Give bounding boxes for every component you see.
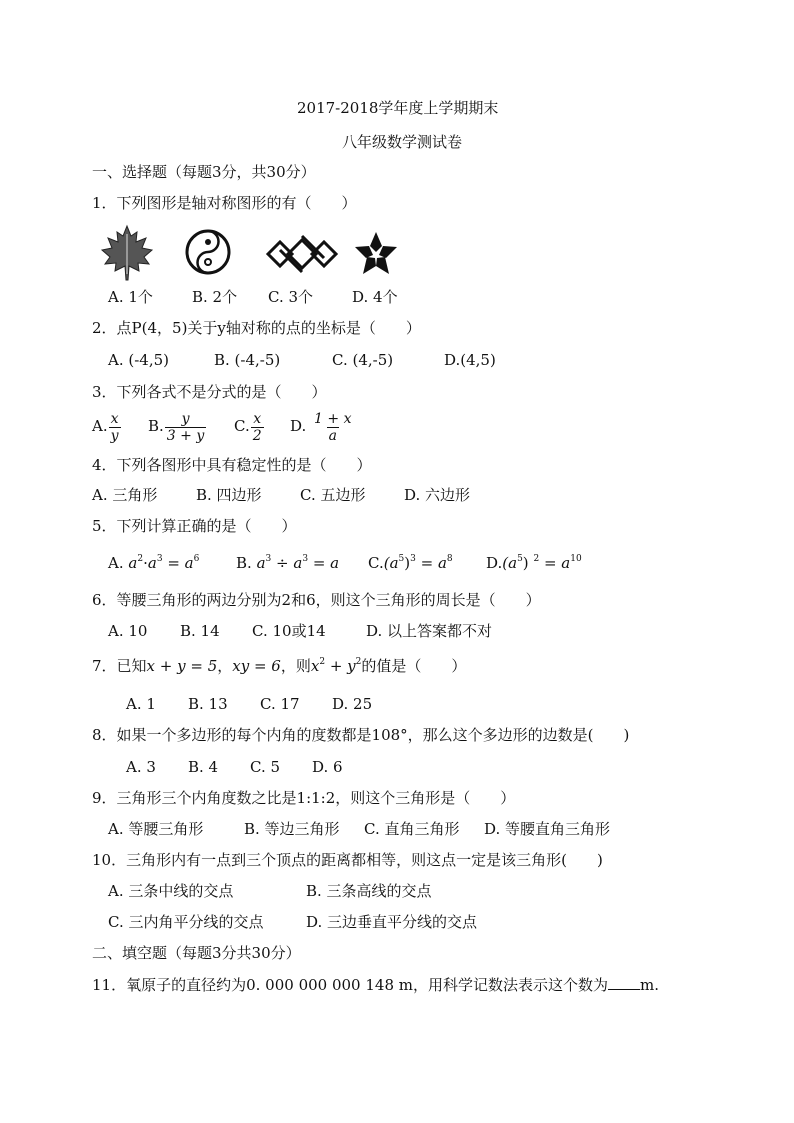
option-a[interactable]: A. (-4,5) <box>108 351 169 369</box>
option-a[interactable]: A. 三条中线的交点 <box>108 882 234 900</box>
option-b[interactable]: B. $a^3 \div a^3 = a$ <box>236 554 340 572</box>
option-b[interactable]: B. (-4,-5) <box>214 351 281 369</box>
option-d[interactable]: D. 三边垂直平分线的交点 <box>306 913 478 931</box>
option-b[interactable]: B. 三条高线的交点 <box>306 882 432 900</box>
option-c[interactable]: C. 五边形 <box>300 486 366 504</box>
option-label: C. <box>234 417 250 435</box>
question-stem: 1．下列图形是轴对称图形的有（ ） <box>92 194 357 212</box>
option-b[interactable]: B. 14 <box>180 622 220 640</box>
option-b[interactable]: B. 13 <box>188 695 228 713</box>
fraction: $\frac{y}{3 + y}$ <box>166 410 205 444</box>
option-a[interactable]: A. 10 <box>108 622 148 640</box>
question-stem: 3．下列各式不是分式的是（ ） <box>92 383 327 401</box>
question-stem: 2．点P(4，5)关于y轴对称的点的坐标是（ ） <box>92 319 421 337</box>
fraction: $\frac{1 + x}{a}$ <box>314 410 352 444</box>
option-b[interactable]: B. 等边三角形 <box>244 820 340 838</box>
question-stem: 9．三角形三个内角度数之比是1:1:2，则这个三角形是（ ） <box>92 789 516 807</box>
option-d[interactable]: D. 4个 <box>352 288 398 306</box>
option-c[interactable]: C. 三内角平分线的交点 <box>108 913 264 931</box>
section-heading: 一、选择题（每题3分，共30分） <box>92 163 316 181</box>
option-d[interactable]: D. 6 <box>312 758 343 776</box>
option-a[interactable]: A. $a^2\cdot a^3 = a^6$ <box>108 554 200 572</box>
option-c[interactable]: $C.(a^5)^3 = a^8$ <box>368 554 453 572</box>
option-c[interactable]: C. 3个 <box>268 288 314 306</box>
option-c[interactable]: C. 5 <box>250 758 281 776</box>
question-stem: 8．如果一个多边形的每个内角的度数都是108°，那么这个多边形的边数是( ) <box>92 726 630 744</box>
exam-subtitle: 八年级数学测试卷 <box>342 133 463 151</box>
option-a[interactable]: A. 三角形 <box>92 486 158 504</box>
option-label: A. <box>92 417 108 435</box>
option-c[interactable]: C. 17 <box>260 695 300 713</box>
fraction: $\frac{x}{y}$ <box>110 410 119 444</box>
option-b[interactable]: B. 四边形 <box>196 486 262 504</box>
condition: x + y = 5 <box>146 657 218 675</box>
option-c[interactable]: C. (4,-5) <box>332 351 394 369</box>
option-c[interactable]: C. 10或14 <box>252 622 326 640</box>
option-label: D. <box>290 417 307 435</box>
section-heading: 二、填空题（每题3分共30分） <box>92 944 301 962</box>
maple-leaf-icon <box>100 224 154 282</box>
question-stem: 10．三角形内有一点到三个顶点的距离都相等，则这点一定是该三角形( ) <box>92 851 603 869</box>
option-a[interactable]: A. 等腰三角形 <box>108 820 204 838</box>
option-d[interactable]: D. 25 <box>332 695 373 713</box>
option-d[interactable]: $D.(a^5) ^2 = a^{10}$ <box>486 554 582 572</box>
option-c[interactable]: C. 直角三角形 <box>364 820 460 838</box>
option-c[interactable] <box>234 406 290 446</box>
exam-title: 2017-2018学年度上学期期末 <box>297 99 499 117</box>
condition: xy = 6 <box>232 657 281 675</box>
option-a[interactable]: A. 3 <box>126 758 156 776</box>
option-label: B. <box>148 417 164 435</box>
option-b[interactable]: B. 4 <box>188 758 219 776</box>
option-a[interactable]: A. 1个 <box>108 288 153 306</box>
knot-pattern-icon <box>264 232 340 276</box>
answer-blank[interactable] <box>608 975 640 990</box>
question-stem: 11．氧原子的直径约为0. 000 000 000 148 m，用科学记数法表示这个数为 m. <box>92 976 659 994</box>
option-d[interactable]: D.(4,5) <box>444 351 496 369</box>
option-b[interactable]: B. 2个 <box>192 288 238 306</box>
option-d[interactable]: D. 六边形 <box>404 486 471 504</box>
option-d[interactable]: D. 以上答案都不对 <box>366 622 493 640</box>
option-d[interactable] <box>290 406 354 446</box>
yin-yang-icon <box>184 228 232 276</box>
question-stem: 7．已知x + y = 5，xy = 6，则$x^2 + y^2$的值是（ ） <box>92 657 467 675</box>
question-stem: 6．等腰三角形的两边分别为2和6，则这个三角形的周长是（ ） <box>92 591 541 609</box>
pentagon-star-icon <box>352 230 400 278</box>
question-stem: 4．下列各图形中具有稳定性的是（ ） <box>92 456 372 474</box>
option-a[interactable]: A. 1 <box>126 695 156 713</box>
fraction: $\frac{x}{2}$ <box>252 410 262 444</box>
option-d[interactable]: D. 等腰直角三角形 <box>484 820 611 838</box>
option-a[interactable] <box>92 406 148 446</box>
question-stem: 5．下列计算正确的是（ ） <box>92 517 297 535</box>
option-b[interactable] <box>148 406 234 446</box>
